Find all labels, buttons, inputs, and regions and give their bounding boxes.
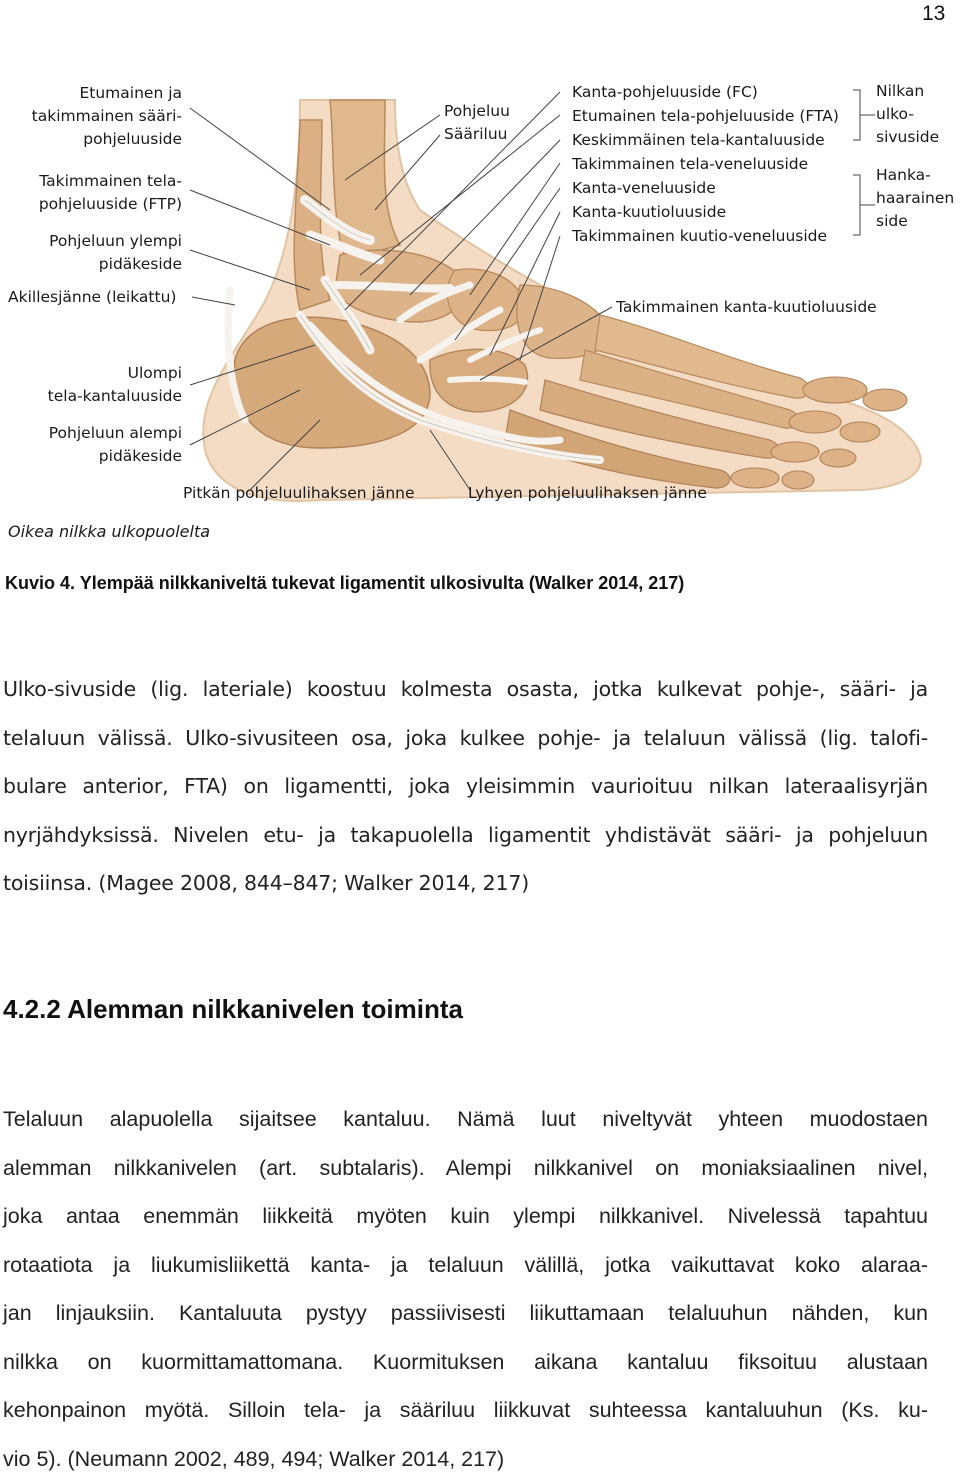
- label-peroneus-brevis: Lyhyen pohjeluulihaksen jänne: [468, 484, 707, 502]
- paragraph-lateral-ligament: [3, 665, 928, 908]
- text-line: kehonpainon myötä. Silloin tela- ja sääriluu liikkuvat suhteessa kantaluuhun (Ks. ku-: [3, 1398, 928, 1422]
- label-ligament-list: Kanta-pohjeluuside (FC) Etumainen tela-pohjeluuside (FTA) Keskimmäinen tela-kantaluuside Takimmainen tela-veneluuside Kanta-veneluuside Kanta-kuutioluuside Takimmainen kuutio-veneluuside: [572, 83, 839, 245]
- text-line: rotaatiota ja liukumisliikettä kanta- ja telaluun välillä, jotka vaikuttavat koko alaraa-: [3, 1252, 928, 1277]
- label-posterior-calcaneocuboid: Takimmainen kanta-kuutioluuside: [616, 298, 877, 316]
- label-bifurcate: Hanka- haarainen side: [876, 166, 955, 230]
- label-bones: Pohjeluu Sääriluu: [444, 102, 510, 143]
- label-lower-retinaculum: Pohjeluun alempi pidäkeside: [48, 424, 182, 465]
- text-line: joka antaa enemmän liikkeitä myöten kuin ylempi nilkkanivel. Nivelessä tapahtuu: [3, 1204, 928, 1228]
- paragraph-subtalar-joint: [3, 1095, 928, 1483]
- section-heading: 4.2.2 Alemman nilkkanivelen toiminta: [3, 994, 463, 1024]
- label-lateral-collateral: Nilkan ulko- sivuside: [876, 82, 940, 146]
- ankle-ligament-figure: [0, 60, 960, 560]
- page-number: 13: [922, 2, 946, 25]
- label-front-back-tibiofibular: Etumainen ja takimmainen sääri- pohjeluuside: [31, 84, 182, 148]
- label-peroneus-longus: Pitkän pohjeluulihaksen jänne: [183, 484, 415, 502]
- text-line: nyrjähdyksissä. Nivelen etu- ja takapuolella ligamentit yhdistävät sääri- ja pohjeluun: [3, 822, 928, 847]
- text-line: Ulko-sivuside (lig. lateriale) koostuu kolmesta osasta, jotka kulkevat pohje-, sääri- ja: [3, 677, 928, 701]
- text-line: jan linjauksiin. Kantaluuta pystyy passiivisesti liikuttamaan telaluuhun nähden, kun: [3, 1301, 928, 1325]
- label-ftp: Takimmainen tela- pohjeluuside (FTP): [38, 172, 182, 213]
- label-talocalcaneal: Ulompi tela-kantaluuside: [47, 364, 182, 405]
- text-line: toisiinsa. (Magee 2008, 844–847; Walker 2014, 217): [3, 871, 529, 895]
- text-line: nilkka on kuormittamattomana. Kuormituksen aikana kantaluu fiksoituu alustaan: [3, 1349, 928, 1374]
- figure-caption: Kuvio 4. Ylempää nilkkaniveltä tukevat ligamentit ulkosivulta (Walker 2014, 217): [5, 573, 685, 593]
- text-line: bulare anterior, FTA) on ligamentti, joka yleisimmin vaurioituu nilkan lateraalisyrjän: [3, 774, 928, 798]
- text-line: Telaluun alapuolella sijaitsee kantaluu. Nämä luut niveltyvät yhteen muodostaen: [3, 1107, 928, 1131]
- label-upper-retinaculum: Pohjeluun ylempi pidäkeside: [49, 232, 182, 273]
- text-line: telaluun välissä. Ulko-sivusiteen osa, joka kulkee pohje- ja telaluun välissä (lig. talofi-: [3, 725, 928, 750]
- text-line: alemman nilkkanivelen (art. subtalaris). Alempi nilkkanivel on moniaksiaalinen nivel,: [3, 1155, 928, 1180]
- label-achilles: Akillesjänne (leikattu): [8, 288, 177, 306]
- text-line: vio 5). (Neumann 2002, 489, 494; Walker 2014, 217): [3, 1446, 505, 1471]
- figure-subtitle: Oikea nilkka ulkopuolelta: [8, 522, 211, 541]
